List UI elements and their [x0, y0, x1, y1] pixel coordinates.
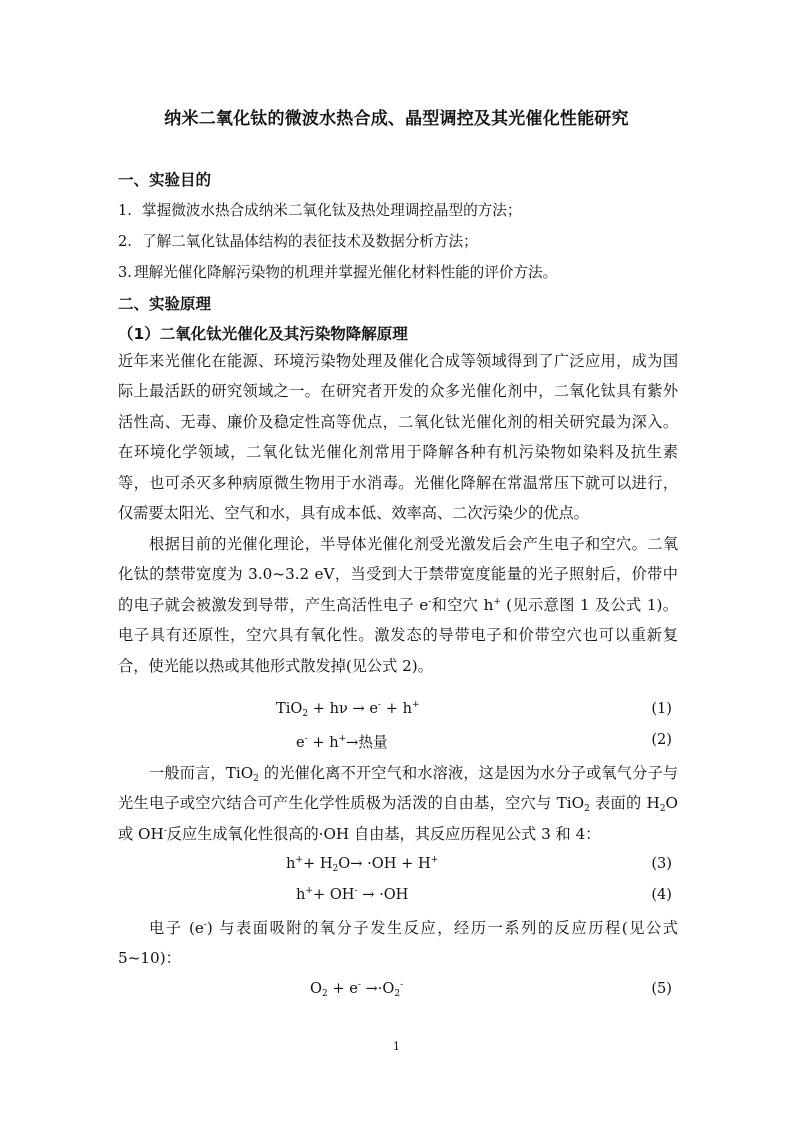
- list-item: 1. 掌握微波水热合成纳米二氧化钛及热处理调控晶型的方法；: [118, 202, 522, 219]
- equation-number: (3): [651, 855, 672, 872]
- page-number: 1: [393, 1040, 400, 1053]
- paragraph: 一般而言，TiO$_2$ 的光催化离不开空气和水溶液，这是因为水分子或氧气分子与光生电子或空穴结合可产生化学性质极为活泼的自由基，空穴与 TiO$_2$ 表面的 $H_2O$ 或 OH-反应生成氧化性很高的·OH 自由基，其反应历程见公式 3 和 4：: [118, 764, 678, 843]
- section-heading-principles: 二、实验原理: [118, 295, 212, 313]
- list-item: 2. 了解二氧化钛晶体结构的表征技术及数据分析方法；: [118, 233, 478, 250]
- equation-number: (1): [651, 700, 672, 717]
- equation-1: TiO$_2$ + hν → e- + h+ (1): [276, 700, 672, 719]
- equation-5: $O_2 + e^- \to\cdot O_2^-$ (5): [310, 980, 672, 999]
- subsection-heading: （1）二氧化钛光催化及其污染物降解原理: [118, 325, 408, 343]
- paragraph: 电子 (e-) 与表面吸附的氧分子发生反应，经历一系列的反应历程(见公式 5~10)：: [118, 919, 678, 968]
- paragraph: 近年来光催化在能源、环境污染物处理及催化合成等领域得到了广泛应用，成为国际上最活跃的研究领域之一。在研究者开发的众多光催化剂中，二氧化钛具有紫外活性高、无毒、廉价及稳定性高等优点，二氧化钛光催化剂的相关研究最为深入。在环境化学领域，二氧化钛光催化剂常用于降解各种有机污染物如染料及抗生素等，也可杀灭多种病原微生物用于水消毒。光催化降解在常温常压下就可以进行，仅需要太阳光、空气和水，具有成本低、效率高、二次污染少的优点。: [118, 352, 678, 523]
- paragraph: 根据目前的光催化理论，半导体光催化剂受光激发后会产生电子和空穴。二氧化钛的禁带宽度为 3.0~3.2 eV，当受到大于禁带宽度能量的光子照射后，价带中的电子就会被激发到导带，产生高活性电子 e-和空穴 h+ (见示意图 1 及公式 1)。电子具有还原性，空穴具有氧化性。激发态的导带电子和价带空穴也可以重新复合，使光能以热或其他形式散发掉(见公式 2)。: [118, 535, 678, 675]
- page-title: 纳米二氧化钛的微波水热合成、晶型调控及其光催化性能研究: [164, 109, 629, 129]
- equation-number: (2): [651, 731, 672, 748]
- equation-4: h++ OH- → ·OH (4): [296, 886, 672, 903]
- section-heading-objectives: 一、实验目的: [118, 171, 212, 189]
- equation-3: $h^++ H_2O\to \cdot OH + H^+$ (3): [286, 855, 672, 874]
- equation-number: (4): [651, 886, 672, 903]
- list-item: 3. 理解光催化降解污染物的机理并掌握光催化材料性能的评价方法。: [118, 264, 558, 281]
- equation-number: (5): [651, 980, 672, 997]
- equation-2: e- + h+→热量 (2): [296, 731, 672, 751]
